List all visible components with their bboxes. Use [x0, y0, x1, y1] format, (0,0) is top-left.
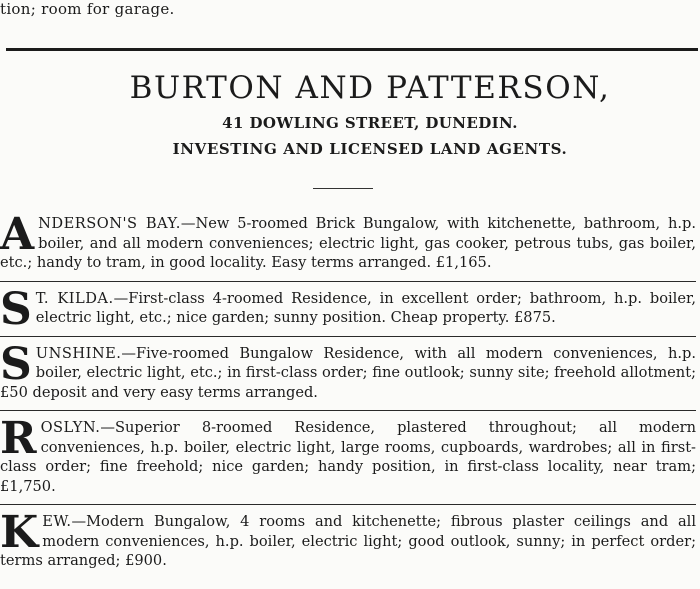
- drop-cap: K: [0, 507, 39, 558]
- drop-cap: R: [0, 413, 37, 464]
- listing-title: OSLYN.: [40, 419, 101, 436]
- listing-st-kilda: [0, 283, 697, 335]
- firm-tagline: INVESTING AND LICENSED LAND AGENTS.: [172, 140, 568, 158]
- header-short-rule: [313, 188, 373, 189]
- listing-body: —Five-roomed Bungalow Residence, with all modern conveniences, h.p. boiler, electric light, etc.; in first-class order; fine outlook; sunny site; freehold allotment; £50 deposit and very easy terms arranged.: [0, 344, 696, 401]
- listing-body: —New 5-roomed Brick Bungalow, with kitchenette, bathroom, h.p. boiler, and all modern conveniences; electric light, gas cooker, petrous tubs, gas boiler, etc.; handy to tram, in good locality. Easy terms arranged. £1,165.: [0, 215, 696, 271]
- listing-separator: [0, 504, 696, 505]
- previous-ad-fragment: tion; room for garage.: [0, 0, 175, 18]
- listing-body: —Superior 8-roomed Residence, plastered throughout; all modern conveniences, h.p. boiler, electric light, large rooms, cupboards, wardrobes; all in first-class order; fine freehold; nice garden; handy position, in first-class locality, near tram; £1,750.: [0, 419, 696, 495]
- firm-name: BURTON AND PATTERSON,: [129, 70, 611, 106]
- drop-cap: A: [0, 209, 35, 260]
- column-divider-rule: [6, 48, 698, 51]
- listing-sunshine: [0, 338, 696, 407]
- drop-cap: S: [0, 283, 32, 335]
- listing-roslyn: [0, 413, 696, 500]
- listing-title: T. KILDA.: [35, 289, 114, 307]
- listing-title: EW.: [42, 513, 72, 530]
- listing-andersons-bay: [0, 209, 696, 277]
- listing-separator: [0, 281, 696, 282]
- listing-title: NDERSON'S BAY.: [38, 215, 181, 232]
- listing-separator: [0, 410, 696, 411]
- listing-kew: [0, 507, 696, 575]
- firm-address: 41 DOWLING STREET, DUNEDIN.: [222, 114, 518, 132]
- listing-body: —Modern Bungalow, 4 rooms and kitchenette; fibrous plaster ceilings and all modern conveniences, h.p. boiler, electric light; good outlook, sunny; in perfect order; terms arranged; £900.: [0, 513, 696, 569]
- listing-separator: [0, 336, 696, 337]
- listing-title: UNSHINE.: [35, 344, 122, 362]
- listing-body: —First-class 4-roomed Residence, in excellent order; bathroom, h.p. boiler, electric light, etc.; nice garden; sunny position. Cheap property. £875.: [35, 289, 697, 326]
- drop-cap: S: [0, 338, 32, 390]
- ad-header: [0, 70, 700, 158]
- property-listings: [0, 209, 697, 575]
